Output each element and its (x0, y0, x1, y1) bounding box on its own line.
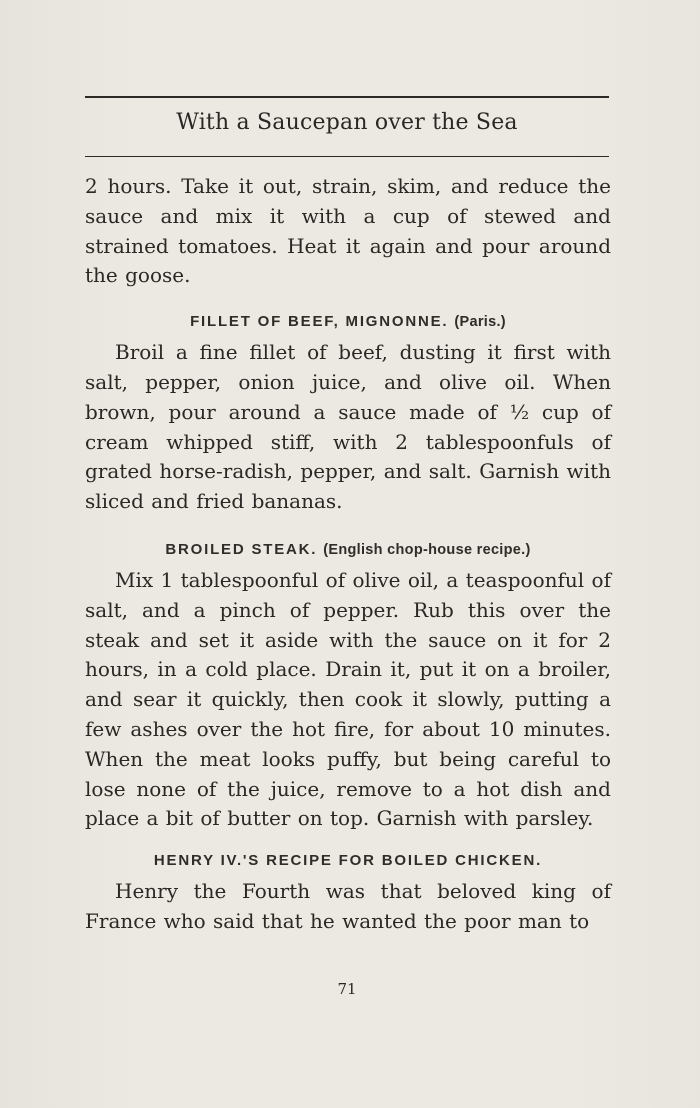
recipe-heading (85, 313, 611, 330)
page-number: 71 (337, 980, 357, 998)
header-rule-bottom (85, 156, 609, 157)
recipe-note: (English chop-house recipe.) (323, 541, 531, 558)
recipe-heading (85, 852, 611, 869)
recipe-paragraph: Henry the Fourth was that beloved king of France who said that he wanted the poor man to (85, 879, 611, 933)
continuation-paragraph: 2 hours. Take it out, strain, skim, and reduce the sauce and mix it with a cup of stewed and strained tomatoes. Heat it again and pour around the goose. (85, 174, 611, 288)
recipe-title: FILLET OF BEEF, MIGNONNE. (190, 313, 449, 331)
running-head: With a Saucepan over the Sea (176, 110, 518, 135)
recipe-heading (85, 541, 611, 558)
recipe-paragraph: Mix 1 tablespoonful of olive oil, a teaspoonful of salt, and a pinch of pepper. Rub this over the steak and set it aside with the sauce on it for 2 hours, in a cold place. Drain it, put it on a broiler, and sear it quickly, then cook it slowly, putting a few ashes over the hot fire, for about 10 minutes. When the meat looks puffy, but being careful to lose none of the juice, remove to a hot dish and place a bit of butter on top. Garnish with parsley. (85, 567, 611, 831)
recipe-title: HENRY IV.'S RECIPE FOR BOILED CHICKEN. (153, 852, 543, 870)
page-body (85, 172, 611, 937)
recipe-note: (Paris.) (454, 314, 506, 331)
recipe-title: BROILED STEAK. (165, 540, 318, 558)
recipe-paragraph: Broil a fine fillet of beef, dusting it first with salt, pepper, onion juice, and olive oil. When brown, pour around a sauce made of ½ cup of cream whipped stiff, with 2 tablespoonfuls of grated horse-radish, pepper, and salt. Garnish with sliced and fried bananas. (85, 340, 611, 514)
header-rule-top (85, 96, 609, 98)
